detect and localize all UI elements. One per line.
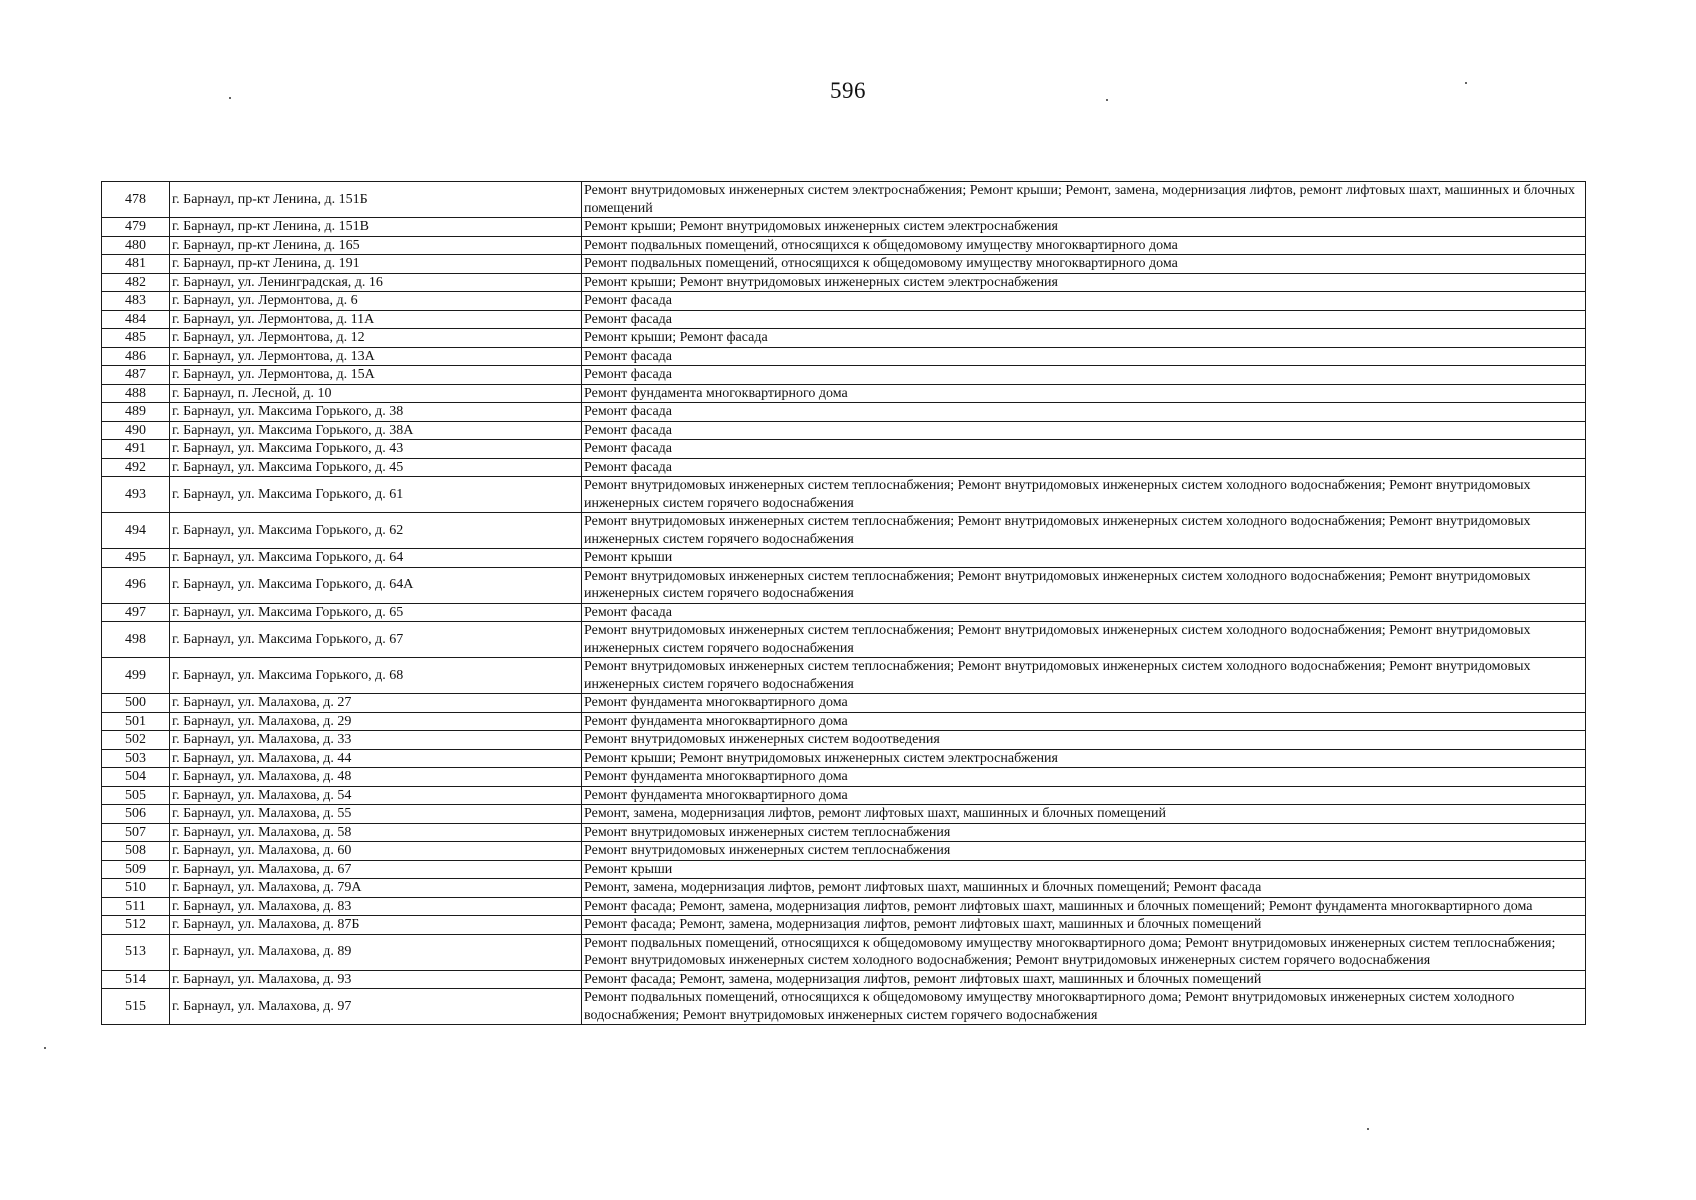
row-address: г. Барнаул, пр-кт Ленина, д. 165 [170,236,582,255]
table-row [102,403,1586,422]
row-number: 481 [102,255,170,274]
row-number: 484 [102,310,170,329]
row-address: г. Барнаул, ул. Малахова, д. 93 [170,970,582,989]
row-works: Ремонт, замена, модернизация лифтов, ремонт лифтовых шахт, машинных и блочных помещений [582,805,1586,824]
row-address: г. Барнаул, ул. Малахова, д. 55 [170,805,582,824]
row-address: г. Барнаул, ул. Малахова, д. 33 [170,731,582,750]
row-address: г. Барнаул, ул. Максима Горького, д. 45 [170,458,582,477]
row-address: г. Барнаул, ул. Малахова, д. 60 [170,842,582,861]
row-works: Ремонт фасада [582,292,1586,311]
row-address: г. Барнаул, ул. Лермонтова, д. 11А [170,310,582,329]
scan-speck [1367,1128,1369,1130]
row-works: Ремонт крыши [582,860,1586,879]
table-row [102,347,1586,366]
row-works: Ремонт фундамента многоквартирного дома [582,384,1586,403]
row-works: Ремонт фасада [582,310,1586,329]
row-number: 513 [102,934,170,970]
table-row [102,236,1586,255]
table-row [102,934,1586,970]
row-works: Ремонт фундамента многоквартирного дома [582,786,1586,805]
row-address: г. Барнаул, ул. Максима Горького, д. 43 [170,440,582,459]
row-works: Ремонт крыши; Ремонт внутридомовых инженерных систем электроснабжения [582,218,1586,237]
row-works: Ремонт внутридомовых инженерных систем теплоснабжения; Ремонт внутридомовых инженерных систем холодного водоснабжения; Ремонт внутридомовых инженерных систем горячего водоснабжения [582,658,1586,694]
row-number: 500 [102,694,170,713]
row-number: 510 [102,879,170,898]
row-address: г. Барнаул, ул. Максима Горького, д. 68 [170,658,582,694]
table-row [102,658,1586,694]
row-address: г. Барнаул, пр-кт Ленина, д. 191 [170,255,582,274]
row-number: 496 [102,567,170,603]
row-number: 512 [102,916,170,935]
table-row [102,823,1586,842]
table-row [102,567,1586,603]
row-number: 482 [102,273,170,292]
table-row [102,749,1586,768]
table-row [102,805,1586,824]
row-works: Ремонт фасада [582,403,1586,422]
table-row [102,786,1586,805]
table-row [102,182,1586,218]
row-works: Ремонт фасада; Ремонт, замена, модернизация лифтов, ремонт лифтовых шахт, машинных и блочных помещений [582,970,1586,989]
row-number: 514 [102,970,170,989]
row-works: Ремонт подвальных помещений, относящихся к общедомовому имуществу многоквартирного дома [582,255,1586,274]
table-row [102,989,1586,1025]
row-number: 507 [102,823,170,842]
row-works: Ремонт фундамента многоквартирного дома [582,694,1586,713]
row-number: 486 [102,347,170,366]
row-address: г. Барнаул, ул. Малахова, д. 29 [170,712,582,731]
row-works: Ремонт подвальных помещений, относящихся к общедомовому имуществу многоквартирного дома; Ремонт внутридомовых инженерных систем холодного водоснабжения; Ремонт внутридомовых инженерных систем горячего водоснабжения [582,989,1586,1025]
row-address: г. Барнаул, ул. Малахова, д. 97 [170,989,582,1025]
row-number: 479 [102,218,170,237]
scan-speck [44,1047,46,1049]
row-address: г. Барнаул, ул. Максима Горького, д. 64А [170,567,582,603]
row-number: 509 [102,860,170,879]
row-address: г. Барнаул, ул. Малахова, д. 48 [170,768,582,787]
row-address: г. Барнаул, ул. Малахова, д. 87Б [170,916,582,935]
row-number: 504 [102,768,170,787]
row-address: г. Барнаул, ул. Максима Горького, д. 38 [170,403,582,422]
row-number: 502 [102,731,170,750]
row-address: г. Барнаул, ул. Максима Горького, д. 62 [170,513,582,549]
row-works: Ремонт крыши; Ремонт фасада [582,329,1586,348]
row-address: г. Барнаул, ул. Малахова, д. 89 [170,934,582,970]
table-row [102,292,1586,311]
table-row [102,255,1586,274]
row-number: 490 [102,421,170,440]
row-works: Ремонт фасада [582,440,1586,459]
row-number: 508 [102,842,170,861]
row-address: г. Барнаул, ул. Малахова, д. 54 [170,786,582,805]
row-address: г. Барнаул, ул. Максима Горького, д. 61 [170,477,582,513]
row-works: Ремонт подвальных помещений, относящихся к общедомовому имуществу многоквартирного дома; Ремонт внутридомовых инженерных систем теплоснабжения; Ремонт внутридомовых инженерных систем холодного водоснабжения; Ремонт внутридомовых инженерных систем горячего водоснабжения [582,934,1586,970]
row-address: г. Барнаул, ул. Лермонтова, д. 12 [170,329,582,348]
table-row [102,712,1586,731]
table-row [102,218,1586,237]
row-address: г. Барнаул, ул. Лермонтова, д. 15А [170,366,582,385]
row-address: г. Барнаул, ул. Максима Горького, д. 38А [170,421,582,440]
page-number: 596 [830,78,866,103]
row-works: Ремонт внутридомовых инженерных систем теплоснабжения; Ремонт внутридомовых инженерных систем холодного водоснабжения; Ремонт внутридомовых инженерных систем горячего водоснабжения [582,622,1586,658]
row-works: Ремонт фундамента многоквартирного дома [582,712,1586,731]
table-body [102,182,1586,1025]
table-row [102,329,1586,348]
row-address: г. Барнаул, ул. Максима Горького, д. 64 [170,549,582,568]
table-row [102,384,1586,403]
table-row [102,458,1586,477]
table-row [102,860,1586,879]
table-row [102,768,1586,787]
row-works: Ремонт внутридомовых инженерных систем теплоснабжения; Ремонт внутридомовых инженерных систем холодного водоснабжения; Ремонт внутридомовых инженерных систем горячего водоснабжения [582,477,1586,513]
row-number: 487 [102,366,170,385]
table-row [102,549,1586,568]
row-number: 495 [102,549,170,568]
row-works: Ремонт подвальных помещений, относящихся к общедомовому имуществу многоквартирного дома [582,236,1586,255]
row-works: Ремонт крыши; Ремонт внутридомовых инженерных систем электроснабжения [582,749,1586,768]
row-address: г. Барнаул, ул. Лермонтова, д. 6 [170,292,582,311]
row-number: 494 [102,513,170,549]
row-works: Ремонт внутридомовых инженерных систем теплоснабжения; Ремонт внутридомовых инженерных систем холодного водоснабжения; Ремонт внутридомовых инженерных систем горячего водоснабжения [582,513,1586,549]
row-works: Ремонт фасада [582,421,1586,440]
row-works: Ремонт внутридомовых инженерных систем теплоснабжения [582,823,1586,842]
row-works: Ремонт фасада; Ремонт, замена, модернизация лифтов, ремонт лифтовых шахт, машинных и блочных помещений; Ремонт фундамента многоквартирного дома [582,897,1586,916]
scan-speck [1465,82,1467,84]
table-row [102,273,1586,292]
row-number: 491 [102,440,170,459]
row-works: Ремонт фасада [582,366,1586,385]
row-number: 501 [102,712,170,731]
row-works: Ремонт, замена, модернизация лифтов, ремонт лифтовых шахт, машинных и блочных помещений; Ремонт фасада [582,879,1586,898]
row-address: г. Барнаул, ул. Малахова, д. 27 [170,694,582,713]
row-works: Ремонт фасада [582,347,1586,366]
table-row [102,879,1586,898]
row-works: Ремонт внутридомовых инженерных систем водоотведения [582,731,1586,750]
table-row [102,970,1586,989]
housing-repair-table [101,181,1586,1025]
row-number: 480 [102,236,170,255]
row-address: г. Барнаул, п. Лесной, д. 10 [170,384,582,403]
row-address: г. Барнаул, ул. Малахова, д. 44 [170,749,582,768]
table-row [102,916,1586,935]
row-number: 511 [102,897,170,916]
row-number: 483 [102,292,170,311]
row-works: Ремонт фасада; Ремонт, замена, модернизация лифтов, ремонт лифтовых шахт, машинных и блочных помещений [582,916,1586,935]
row-number: 503 [102,749,170,768]
table-row [102,603,1586,622]
row-works: Ремонт крыши [582,549,1586,568]
row-works: Ремонт фундамента многоквартирного дома [582,768,1586,787]
row-number: 506 [102,805,170,824]
row-address: г. Барнаул, ул. Малахова, д. 79А [170,879,582,898]
table-row [102,477,1586,513]
table-row [102,694,1586,713]
row-address: г. Барнаул, ул. Максима Горького, д. 67 [170,622,582,658]
row-address: г. Барнаул, ул. Малахова, д. 58 [170,823,582,842]
row-number: 505 [102,786,170,805]
row-number: 515 [102,989,170,1025]
row-number: 493 [102,477,170,513]
table-row [102,842,1586,861]
row-number: 489 [102,403,170,422]
row-works: Ремонт внутридомовых инженерных систем теплоснабжения; Ремонт внутридомовых инженерных систем холодного водоснабжения; Ремонт внутридомовых инженерных систем горячего водоснабжения [582,567,1586,603]
row-address: г. Барнаул, ул. Малахова, д. 67 [170,860,582,879]
table-row [102,310,1586,329]
row-address: г. Барнаул, ул. Ленинградская, д. 16 [170,273,582,292]
scan-speck [1106,99,1108,101]
table-row [102,513,1586,549]
table-row [102,366,1586,385]
row-works: Ремонт фасада [582,603,1586,622]
row-works: Ремонт фасада [582,458,1586,477]
row-address: г. Барнаул, ул. Малахова, д. 83 [170,897,582,916]
table-row [102,897,1586,916]
row-number: 498 [102,622,170,658]
row-works: Ремонт внутридомовых инженерных систем теплоснабжения [582,842,1586,861]
row-number: 488 [102,384,170,403]
row-address: г. Барнаул, пр-кт Ленина, д. 151В [170,218,582,237]
table-row [102,622,1586,658]
row-number: 497 [102,603,170,622]
table-row [102,731,1586,750]
table-row [102,421,1586,440]
row-address: г. Барнаул, ул. Максима Горького, д. 65 [170,603,582,622]
row-address: г. Барнаул, ул. Лермонтова, д. 13А [170,347,582,366]
row-number: 499 [102,658,170,694]
row-works: Ремонт внутридомовых инженерных систем электроснабжения; Ремонт крыши; Ремонт, замена, модернизация лифтов, ремонт лифтовых шахт, машинных и блочных помещений [582,182,1586,218]
scan-speck [229,97,231,99]
row-number: 492 [102,458,170,477]
row-number: 478 [102,182,170,218]
table-row [102,440,1586,459]
row-number: 485 [102,329,170,348]
row-works: Ремонт крыши; Ремонт внутридомовых инженерных систем электроснабжения [582,273,1586,292]
row-address: г. Барнаул, пр-кт Ленина, д. 151Б [170,182,582,218]
